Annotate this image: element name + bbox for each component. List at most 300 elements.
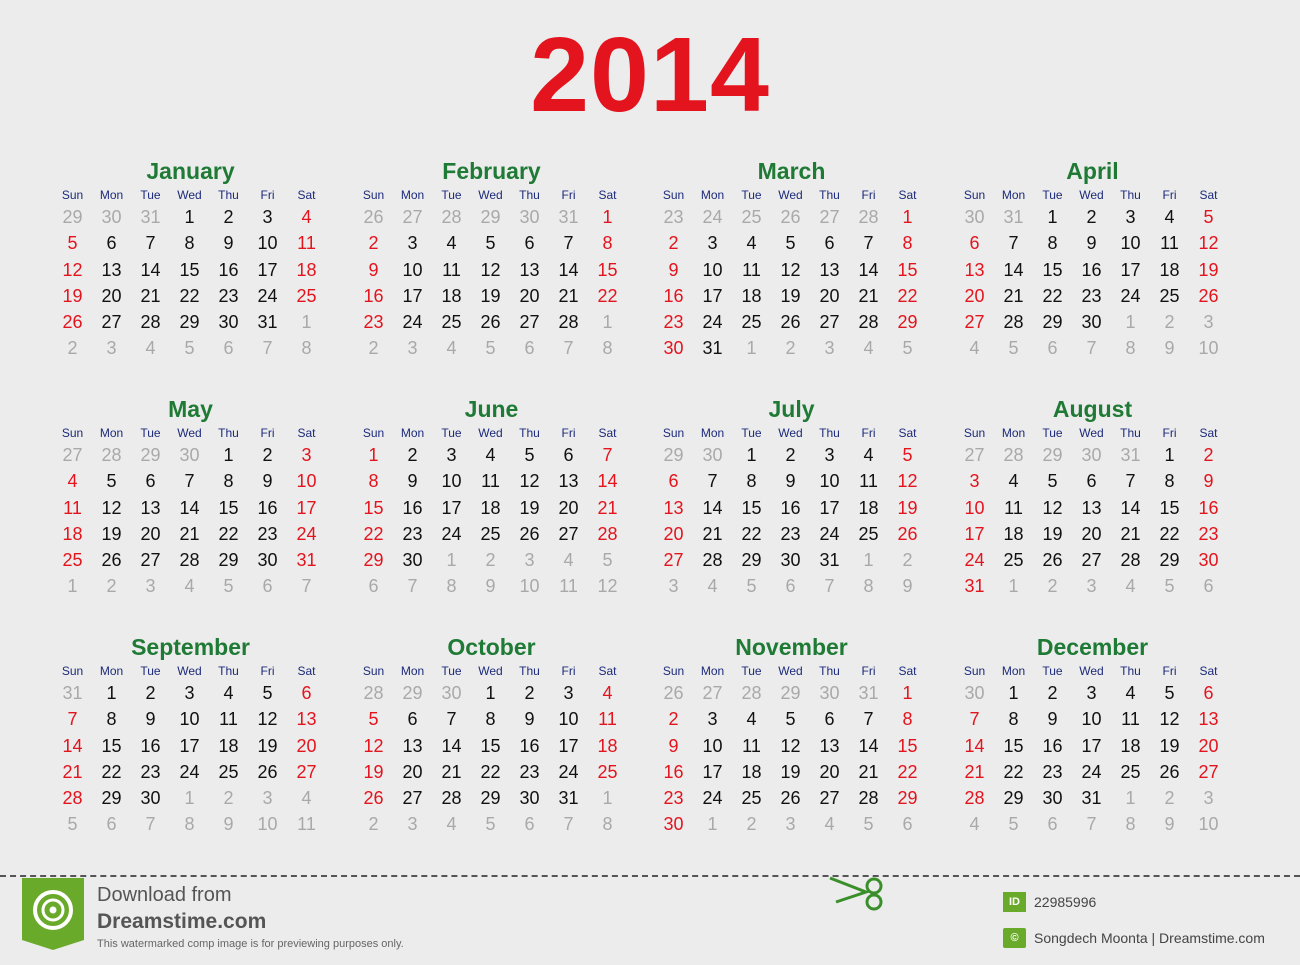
month-august	[955, 396, 1230, 600]
day-cell: 14	[1120, 497, 1141, 518]
day-cell: 18	[1159, 259, 1180, 280]
adjacent-month-day: 5	[1008, 338, 1019, 359]
day-cell: 3	[262, 207, 273, 227]
day-cell: 18	[62, 523, 83, 544]
adjacent-month-day: 1	[746, 338, 757, 359]
day-cell: 14	[858, 735, 879, 756]
weekday-header	[654, 662, 929, 680]
day-cell: 27	[140, 550, 161, 571]
weekday-label: Thu	[819, 188, 840, 202]
month-october	[354, 634, 629, 838]
day-cell: 13	[519, 259, 540, 280]
day-cell: 1	[902, 683, 913, 703]
weekday-label: Mon	[400, 664, 425, 678]
day-cell: 20	[663, 523, 684, 544]
week-row	[354, 733, 629, 759]
month-name: February	[442, 158, 541, 184]
week-row	[354, 811, 629, 837]
day-cell: 28	[441, 788, 462, 809]
adjacent-month-day: 29	[480, 207, 501, 227]
day-cell: 1	[1008, 683, 1019, 703]
day-cell: 12	[897, 471, 918, 492]
weekday-label: Tue	[140, 664, 161, 678]
week-row	[354, 257, 629, 283]
week-row	[354, 785, 629, 811]
adjacent-month-day: 5	[184, 338, 195, 359]
adjacent-month-day: 10	[519, 576, 540, 597]
day-cell: 18	[741, 285, 762, 306]
day-cell: 22	[363, 523, 384, 544]
day-cell: 24	[441, 523, 462, 544]
day-cell: 14	[964, 735, 985, 756]
day-cell: 27	[663, 550, 684, 571]
day-cell: 8	[902, 233, 913, 254]
day-cell: 3	[407, 233, 418, 254]
month-name: December	[1036, 634, 1149, 660]
day-cell: 14	[702, 497, 723, 518]
day-cell: 30	[1081, 312, 1102, 333]
day-cell: 7	[863, 709, 874, 730]
day-cell: 25	[1159, 285, 1180, 306]
day-cell: 22	[597, 285, 618, 306]
day-cell: 27	[819, 312, 840, 333]
day-cell: 6	[106, 233, 117, 254]
day-cell: 12	[1159, 709, 1180, 730]
adjacent-month-day: 5	[485, 814, 496, 835]
day-cell: 5	[368, 709, 379, 730]
adjacent-month-day: 8	[446, 576, 457, 597]
day-cell: 16	[402, 497, 423, 518]
adjacent-month-day: 1	[602, 312, 613, 333]
day-cell: 30	[1198, 550, 1219, 571]
weekday-label: Thu	[1120, 188, 1141, 202]
adjacent-month-day: 5	[902, 338, 913, 359]
day-cell: 6	[145, 471, 156, 492]
adjacent-month-day: 10	[1198, 338, 1219, 359]
day-cell: 4	[746, 709, 757, 730]
weekday-label: Wed	[177, 664, 202, 678]
day-cell: 14	[62, 735, 83, 756]
adjacent-month-day: 4	[446, 338, 457, 359]
day-cell: 12	[519, 471, 540, 492]
day-cell: 5	[262, 683, 273, 703]
adjacent-month-day: 4	[707, 576, 718, 597]
weekday-label: Wed	[778, 188, 803, 202]
weekday-label: Fri	[1162, 188, 1177, 202]
month-name: October	[447, 634, 536, 660]
adjacent-month-day: 4	[145, 338, 156, 359]
day-cell: 6	[301, 683, 312, 703]
day-cell: 17	[179, 735, 200, 756]
dreamstime-link[interactable]: Dreamstime.com	[97, 910, 267, 933]
adjacent-month-day: 9	[902, 576, 913, 597]
day-cell: 6	[1203, 683, 1214, 703]
adjacent-month-day: 5	[223, 576, 234, 597]
day-cell: 24	[1120, 285, 1141, 306]
weekday-label: Tue	[441, 188, 462, 202]
adjacent-month-day: 31	[1003, 207, 1024, 227]
day-cell: 24	[819, 523, 840, 544]
day-cell: 3	[301, 445, 312, 465]
weekday-label: Mon	[400, 426, 425, 440]
day-cell: 8	[485, 709, 496, 730]
day-cell: 20	[402, 761, 423, 782]
weekday-header	[955, 662, 1230, 680]
adjacent-month-day: 2	[368, 338, 379, 359]
day-cell: 24	[964, 550, 985, 571]
adjacent-month-day: 4	[824, 814, 835, 835]
day-cell: 25	[441, 312, 462, 333]
adjacent-month-day: 3	[668, 576, 679, 597]
day-cell: 2	[368, 233, 379, 254]
day-cell: 15	[597, 259, 618, 280]
adjacent-month-day: 9	[485, 576, 496, 597]
adjacent-month-day: 2	[106, 576, 117, 597]
adjacent-month-day: 1	[446, 550, 457, 571]
adjacent-month-day: 26	[663, 683, 684, 703]
day-cell: 24	[702, 312, 723, 333]
week-row	[354, 521, 629, 547]
weekday-label: Thu	[1120, 664, 1141, 678]
day-cell: 19	[780, 285, 801, 306]
adjacent-month-day: 30	[964, 207, 985, 227]
day-cell: 1	[223, 445, 234, 465]
day-cell: 28	[179, 550, 200, 571]
adjacent-month-day: 9	[223, 814, 234, 835]
week-row	[654, 309, 929, 335]
day-cell: 30	[519, 788, 540, 809]
day-cell: 7	[1008, 233, 1019, 254]
day-cell: 21	[858, 761, 879, 782]
day-cell: 19	[1159, 735, 1180, 756]
week-row	[53, 706, 328, 732]
day-cell: 23	[257, 523, 278, 544]
day-cell: 7	[67, 709, 78, 730]
day-cell: 28	[1003, 312, 1024, 333]
week-row	[53, 573, 328, 599]
month-name: June	[464, 396, 519, 422]
day-cell: 28	[558, 312, 579, 333]
adjacent-month-day: 12	[597, 576, 618, 597]
adjacent-month-day: 31	[558, 207, 579, 227]
day-cell: 17	[964, 523, 985, 544]
day-cell: 8	[106, 709, 117, 730]
adjacent-month-day: 27	[62, 445, 83, 465]
adjacent-month-day: 31	[858, 683, 879, 703]
day-cell: 20	[1198, 735, 1219, 756]
day-cell: 30	[780, 550, 801, 571]
day-cell: 16	[140, 735, 161, 756]
day-cell: 20	[519, 285, 540, 306]
month-name: January	[146, 158, 235, 184]
day-cell: 22	[218, 523, 239, 544]
day-cell: 12	[62, 259, 83, 280]
day-cell: 9	[524, 709, 535, 730]
adjacent-month-day: 28	[441, 207, 462, 227]
day-cell: 30	[663, 814, 684, 835]
day-cell: 25	[62, 550, 83, 571]
week-row	[654, 680, 929, 706]
weekday-label: Wed	[778, 664, 803, 678]
day-cell: 5	[524, 445, 535, 465]
weekday-label: Mon	[700, 188, 725, 202]
weekday-header	[654, 424, 929, 442]
day-cell: 8	[1164, 471, 1175, 492]
day-cell: 17	[1120, 259, 1141, 280]
week-row	[354, 335, 629, 361]
week-row	[354, 680, 629, 706]
day-cell: 1	[368, 445, 379, 465]
week-row	[955, 521, 1230, 547]
adjacent-month-day: 4	[301, 788, 312, 809]
day-cell: 11	[598, 709, 617, 730]
adjacent-month-day: 6	[524, 338, 535, 359]
day-cell: 27	[296, 761, 317, 782]
day-cell: 26	[780, 312, 801, 333]
day-cell: 13	[1081, 497, 1102, 518]
day-cell: 26	[363, 788, 384, 809]
day-cell: 26	[1042, 550, 1063, 571]
adjacent-month-day: 6	[106, 814, 117, 835]
day-cell: 8	[1008, 709, 1019, 730]
weekday-label: Fri	[1162, 426, 1177, 440]
day-cell: 20	[101, 285, 122, 306]
weekday-label: Sat	[898, 664, 917, 678]
day-cell: 9	[262, 471, 273, 492]
weekday-label: Fri	[861, 664, 876, 678]
week-row	[654, 204, 929, 230]
day-cell: 17	[441, 497, 462, 518]
month-july	[654, 396, 929, 600]
day-cell: 7	[1125, 471, 1136, 492]
day-cell: 27	[519, 312, 540, 333]
week-row	[53, 811, 328, 837]
day-cell: 16	[1198, 497, 1219, 518]
adjacent-month-day: 6	[368, 576, 379, 597]
weekday-label: Fri	[1162, 664, 1177, 678]
day-cell: 4	[602, 683, 613, 703]
day-cell: 30	[257, 550, 278, 571]
adjacent-month-day: 3	[824, 338, 835, 359]
adjacent-month-day: 1	[602, 788, 613, 809]
day-cell: 30	[402, 550, 423, 571]
week-row	[354, 283, 629, 309]
day-cell: 22	[179, 285, 200, 306]
day-cell: 9	[1086, 233, 1097, 254]
adjacent-month-day: 6	[1047, 338, 1058, 359]
day-cell: 25	[296, 285, 317, 306]
weekday-label: Sat	[598, 426, 617, 440]
day-cell: 24	[702, 788, 723, 809]
adjacent-month-day: 3	[407, 814, 418, 835]
adjacent-month-day: 5	[863, 814, 874, 835]
adjacent-month-day: 29	[140, 445, 161, 465]
week-row	[955, 230, 1230, 256]
day-cell: 19	[257, 735, 278, 756]
day-cell: 20	[558, 497, 579, 518]
day-cell: 21	[179, 523, 200, 544]
day-cell: 9	[785, 471, 796, 492]
day-cell: 5	[902, 445, 913, 465]
day-cell: 23	[140, 761, 161, 782]
day-cell: 4	[1008, 471, 1019, 492]
day-cell: 3	[824, 445, 835, 465]
adjacent-month-day: 1	[863, 550, 874, 571]
weekday-label: Sun	[61, 426, 84, 440]
weekday-label: Fri	[861, 188, 876, 202]
week-row	[654, 811, 929, 837]
watermark-note: This watermarked comp image is for previewing purposes only.	[97, 938, 404, 950]
weekday-label: Mon	[400, 188, 425, 202]
day-cell: 23	[1081, 285, 1102, 306]
week-row	[955, 283, 1230, 309]
day-cell: 29	[1003, 788, 1024, 809]
weekday-label: Fri	[561, 664, 576, 678]
day-cell: 10	[964, 497, 985, 518]
day-cell: 28	[964, 788, 985, 809]
day-cell: 26	[257, 761, 278, 782]
adjacent-month-day: 26	[363, 207, 384, 227]
week-row	[955, 680, 1230, 706]
day-cell: 2	[1203, 445, 1214, 465]
adjacent-month-day: 5	[1008, 814, 1019, 835]
day-cell: 4	[746, 233, 757, 254]
month-name: March	[757, 158, 826, 184]
week-row	[654, 759, 929, 785]
adjacent-month-day: 27	[402, 207, 423, 227]
adjacent-month-day: 30	[441, 683, 462, 703]
adjacent-month-day: 8	[863, 576, 874, 597]
adjacent-month-day: 7	[145, 814, 156, 835]
day-cell: 26	[101, 550, 122, 571]
adjacent-month-day: 2	[368, 814, 379, 835]
day-cell: 15	[363, 497, 384, 518]
day-cell: 6	[407, 709, 418, 730]
weekday-label: Wed	[478, 664, 503, 678]
day-cell: 19	[897, 497, 918, 518]
weekday-label: Fri	[561, 426, 576, 440]
day-cell: 16	[519, 735, 540, 756]
day-cell: 31	[819, 550, 840, 571]
week-row	[654, 785, 929, 811]
week-row	[955, 468, 1230, 494]
week-row	[654, 495, 929, 521]
credit-text[interactable]: Songdech Moonta | Dreamstime.com	[1034, 930, 1265, 946]
adjacent-month-day: 27	[819, 207, 840, 227]
day-cell: 30	[1042, 788, 1063, 809]
day-cell: 11	[1121, 709, 1140, 730]
day-cell: 9	[407, 471, 418, 492]
day-cell: 27	[402, 788, 423, 809]
weekday-header	[955, 424, 1230, 442]
day-cell: 10	[257, 233, 278, 254]
day-cell: 13	[296, 709, 317, 730]
day-cell: 29	[363, 550, 384, 571]
day-cell: 28	[62, 788, 83, 809]
day-cell: 18	[441, 285, 462, 306]
day-cell: 29	[218, 550, 239, 571]
weekday-label: Sun	[963, 664, 986, 678]
weekday-label: Sat	[297, 664, 316, 678]
day-cell: 29	[897, 312, 918, 333]
day-cell: 23	[519, 761, 540, 782]
day-cell: 29	[741, 550, 762, 571]
day-cell: 23	[218, 285, 239, 306]
day-cell: 19	[101, 523, 122, 544]
adjacent-month-day: 29	[663, 445, 684, 465]
adjacent-month-day: 3	[145, 576, 156, 597]
day-cell: 22	[741, 523, 762, 544]
month-june	[354, 396, 629, 600]
weekday-label: Sat	[1199, 188, 1218, 202]
day-cell: 2	[223, 207, 234, 227]
weekday-label: Wed	[177, 426, 202, 440]
week-row	[955, 547, 1230, 573]
day-cell: 11	[1160, 233, 1179, 254]
day-cell: 5	[67, 233, 78, 254]
adjacent-month-day: 31	[140, 207, 161, 227]
adjacent-month-day: 30	[702, 445, 723, 465]
weekday-header	[53, 424, 328, 442]
day-cell: 5	[485, 233, 496, 254]
day-cell: 1	[485, 683, 496, 703]
adjacent-month-day: 3	[1086, 576, 1097, 597]
week-row	[53, 521, 328, 547]
day-cell: 23	[363, 312, 384, 333]
day-cell: 25	[858, 523, 879, 544]
month-december	[955, 634, 1230, 838]
day-cell: 3	[446, 445, 457, 465]
day-cell: 11	[297, 233, 316, 254]
day-cell: 20	[1081, 523, 1102, 544]
weekday-label: Thu	[218, 188, 239, 202]
day-cell: 11	[859, 471, 878, 492]
weekday-label: Tue	[741, 664, 762, 678]
day-cell: 17	[702, 285, 723, 306]
day-cell: 12	[257, 709, 278, 730]
week-row	[354, 706, 629, 732]
dreamstime-logo-icon	[22, 878, 84, 950]
day-cell: 28	[597, 523, 618, 544]
adjacent-month-day: 4	[563, 550, 574, 571]
day-cell: 5	[1047, 471, 1058, 492]
week-row	[654, 442, 929, 468]
week-row	[955, 759, 1230, 785]
day-cell: 3	[1125, 207, 1136, 227]
day-cell: 8	[602, 233, 613, 254]
day-cell: 25	[480, 523, 501, 544]
weekday-label: Tue	[741, 426, 762, 440]
adjacent-month-day: 30	[1081, 445, 1102, 465]
day-cell: 24	[558, 761, 579, 782]
scissors-icon	[826, 872, 890, 912]
day-cell: 2	[1086, 207, 1097, 227]
adjacent-month-day: 4	[863, 338, 874, 359]
day-cell: 13	[964, 259, 985, 280]
day-cell: 10	[702, 735, 723, 756]
adjacent-month-day: 4	[969, 814, 980, 835]
day-cell: 25	[1003, 550, 1024, 571]
adjacent-month-day: 27	[964, 445, 985, 465]
weekday-label: Sat	[598, 188, 617, 202]
adjacent-month-day: 10	[1198, 814, 1219, 835]
weekday-label: Sat	[1199, 426, 1218, 440]
day-cell: 23	[663, 788, 684, 809]
adjacent-month-day: 6	[524, 814, 535, 835]
day-cell: 30	[663, 338, 684, 359]
weekday-label: Tue	[1042, 188, 1063, 202]
day-cell: 25	[741, 312, 762, 333]
